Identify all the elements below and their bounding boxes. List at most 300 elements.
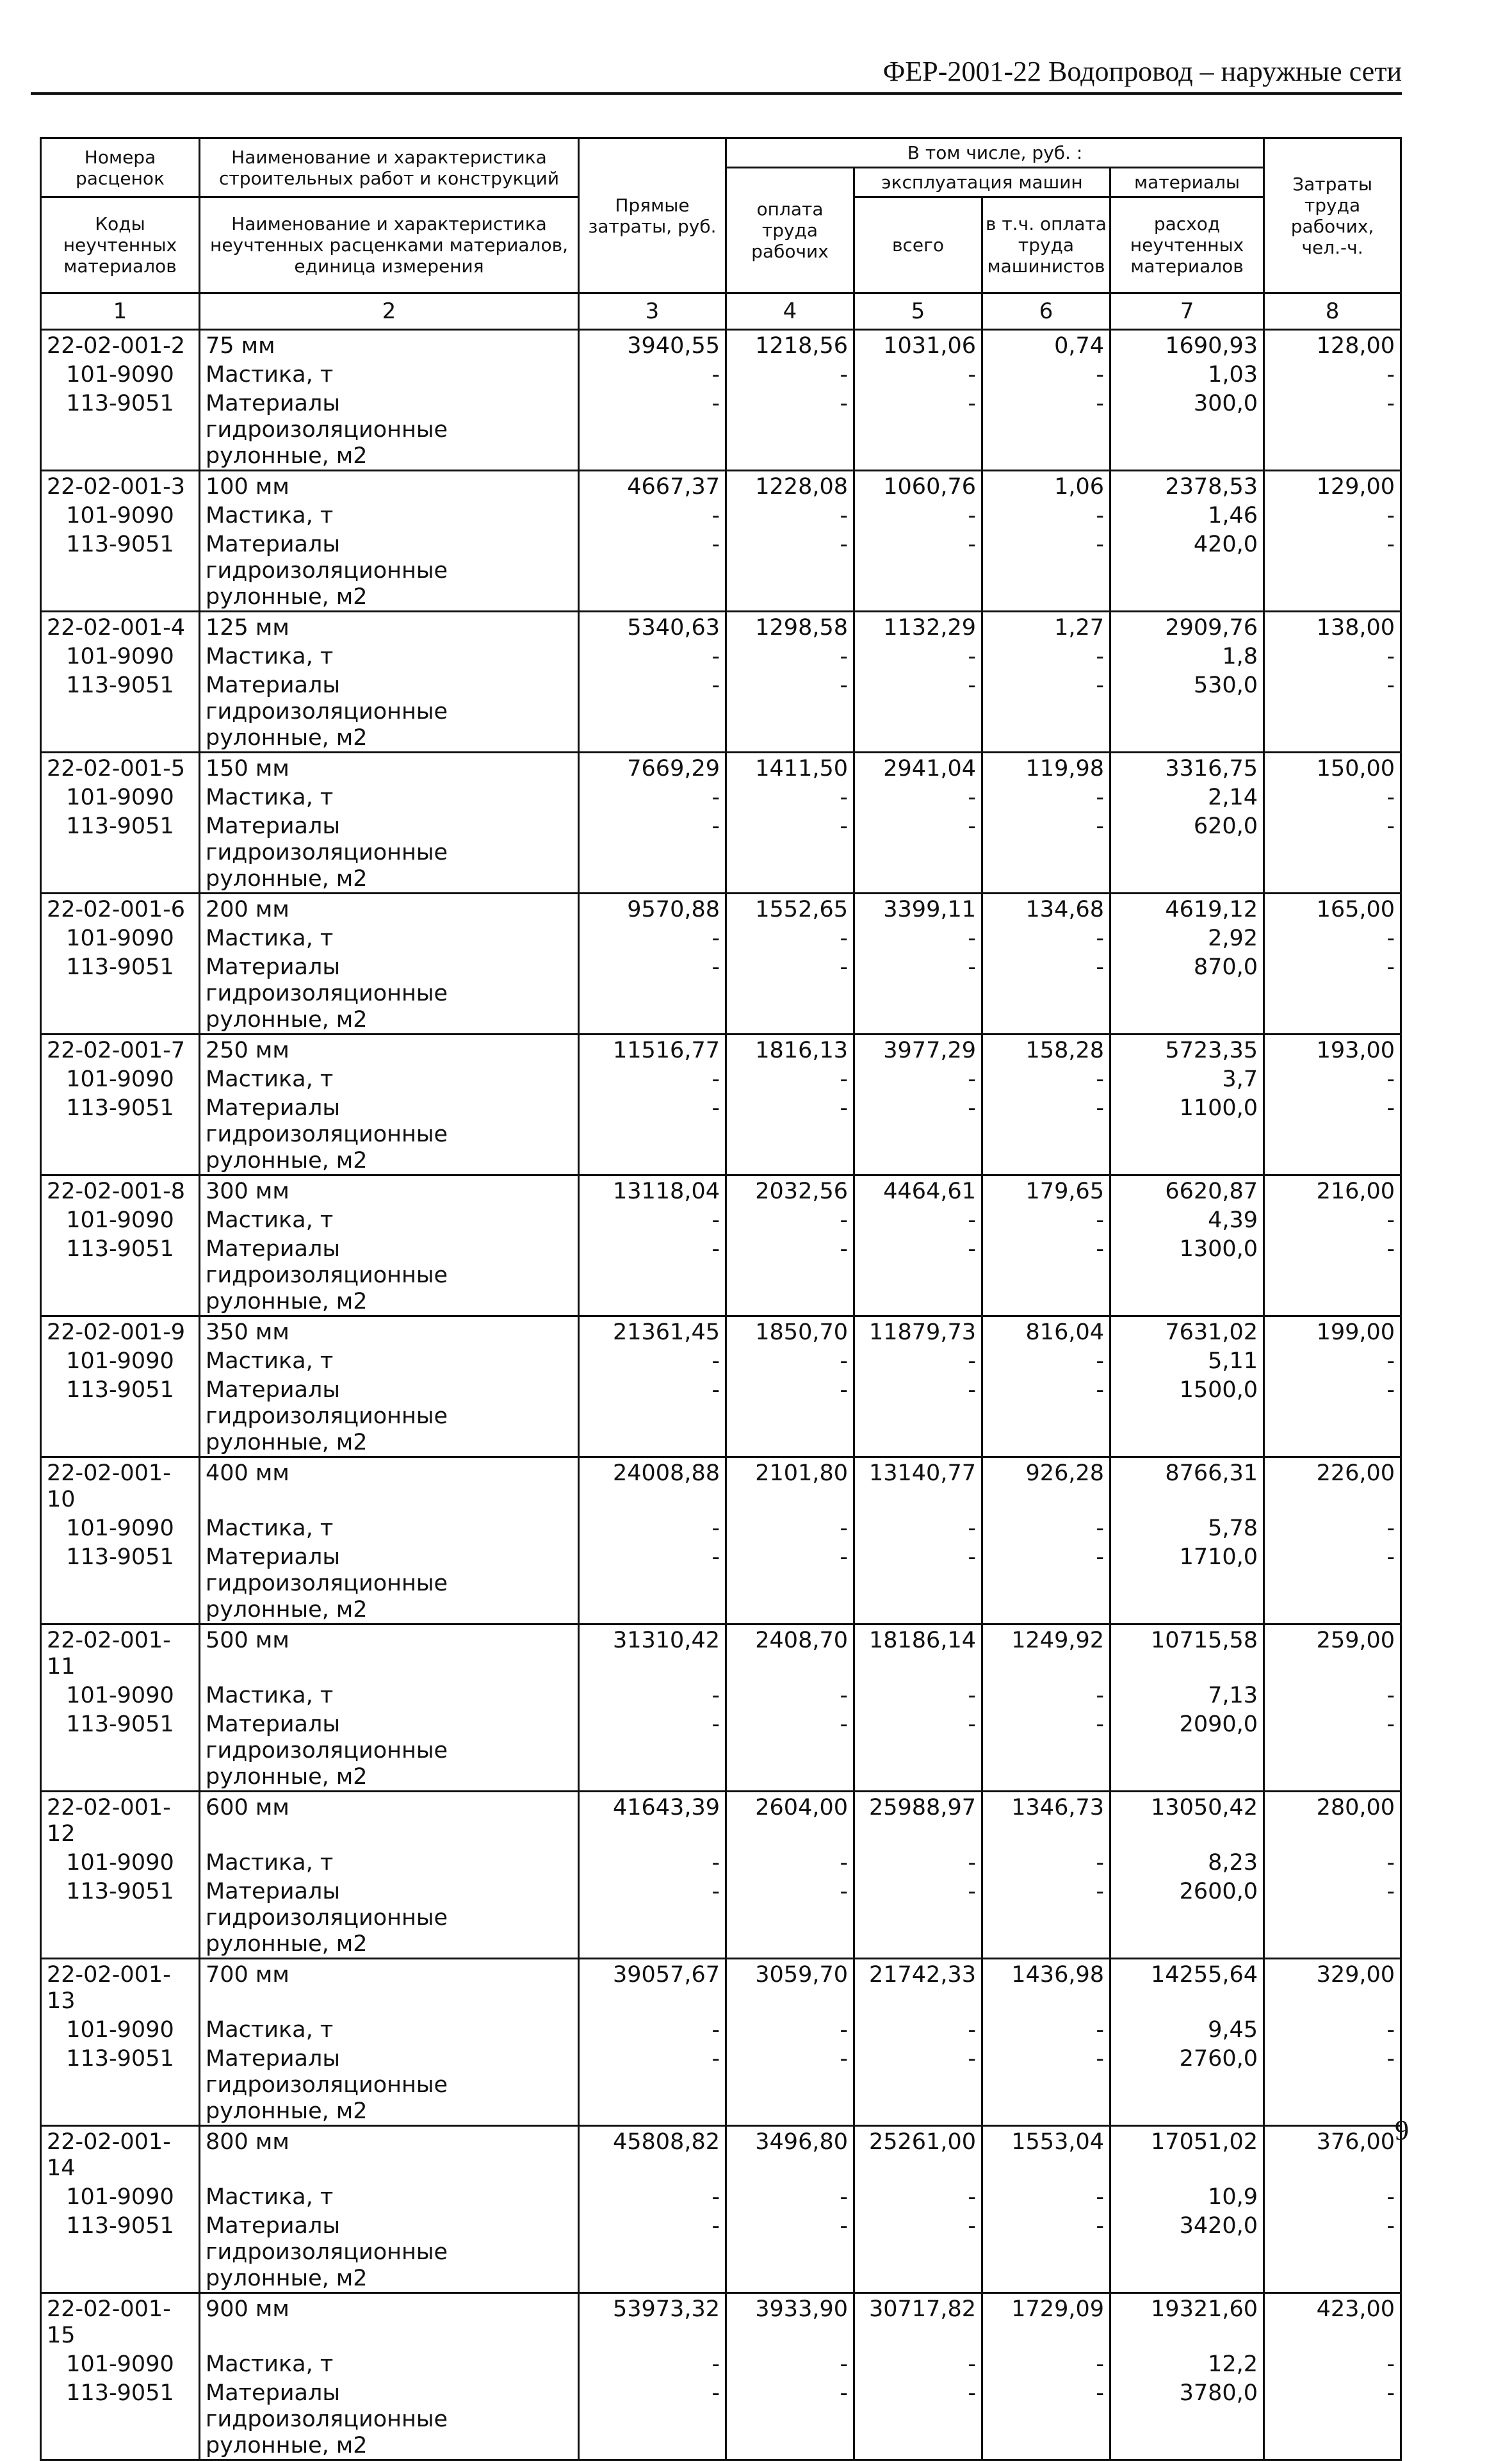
cell-machines: - <box>854 1093 982 1175</box>
cell-hours: - <box>1264 1346 1401 1375</box>
cell-hours: - <box>1264 782 1401 811</box>
column-number: 4 <box>726 293 854 330</box>
cell-labor: - <box>726 1064 854 1093</box>
cell-materials: 1710,0 <box>1110 1542 1264 1624</box>
cell-code: 22-02-001-14 <box>41 2126 200 2182</box>
table-head <box>41 138 1401 330</box>
cell-materials: 7631,02 <box>1110 1316 1264 1346</box>
cell-machines: - <box>854 923 982 952</box>
cell-materials: 530,0 <box>1110 670 1264 753</box>
cell-labor: 1816,13 <box>726 1034 854 1065</box>
cell-code: 113-9051 <box>41 811 200 894</box>
cell-name: Материалы гидроизоляционные рулонные, м2 <box>200 2378 579 2460</box>
cell-name: Материалы гидроизоляционные рулонные, м2 <box>200 388 579 471</box>
cell-labor: - <box>726 1513 854 1542</box>
material-row <box>41 2211 1401 2293</box>
cell-labor: - <box>726 388 854 471</box>
cell-machines: 1060,76 <box>854 471 982 501</box>
cell-machinist: - <box>982 2182 1110 2211</box>
cell-direct: - <box>579 1542 726 1624</box>
cell-machines: - <box>854 1234 982 1316</box>
cell-machines: - <box>854 1064 982 1093</box>
cell-direct: - <box>579 1093 726 1175</box>
cell-code: 22-02-001-2 <box>41 330 200 360</box>
material-row <box>41 500 1401 529</box>
cell-materials: 2,92 <box>1110 923 1264 952</box>
cell-direct: - <box>579 2378 726 2460</box>
cell-hours: - <box>1264 952 1401 1034</box>
cell-materials: 4,39 <box>1110 1205 1264 1234</box>
cell-machines: - <box>854 2378 982 2460</box>
material-row <box>41 1709 1401 1792</box>
rate-row <box>41 1959 1401 2015</box>
cell-code: 101-9090 <box>41 359 200 388</box>
cell-hours: - <box>1264 923 1401 952</box>
cell-machinist: - <box>982 1234 1110 1316</box>
cell-materials: 2909,76 <box>1110 612 1264 642</box>
cell-materials: 3780,0 <box>1110 2378 1264 2460</box>
cell-machines: - <box>854 811 982 894</box>
material-row <box>41 2043 1401 2126</box>
header-labor-pay: оплата труда рабочих <box>726 168 854 293</box>
cell-machines: - <box>854 1375 982 1457</box>
column-number: 7 <box>1110 293 1264 330</box>
cell-machinist: - <box>982 1346 1110 1375</box>
cell-machinist: - <box>982 2378 1110 2460</box>
cell-materials: 6620,87 <box>1110 1175 1264 1206</box>
cell-direct: - <box>579 811 726 894</box>
column-number: 8 <box>1264 293 1401 330</box>
cell-machinist: - <box>982 1709 1110 1792</box>
cell-name: Материалы гидроизоляционные рулонные, м2 <box>200 1375 579 1457</box>
cell-machines: 13140,77 <box>854 1457 982 1514</box>
cell-name: Материалы гидроизоляционные рулонные, м2 <box>200 529 579 612</box>
cell-labor: - <box>726 1542 854 1624</box>
material-row <box>41 388 1401 471</box>
cell-code: 113-9051 <box>41 952 200 1034</box>
cell-machinist: - <box>982 2043 1110 2126</box>
cell-direct: - <box>579 1876 726 1959</box>
cell-name: Материалы гидроизоляционные рулонные, м2 <box>200 1093 579 1175</box>
cell-labor: - <box>726 641 854 670</box>
cell-materials: 4619,12 <box>1110 894 1264 924</box>
cell-machines: - <box>854 1709 982 1792</box>
cell-machines: - <box>854 2182 982 2211</box>
cell-hours: - <box>1264 359 1401 388</box>
material-row <box>41 359 1401 388</box>
cell-direct: - <box>579 2211 726 2293</box>
cell-machines: 25261,00 <box>854 2126 982 2182</box>
cell-direct: - <box>579 2043 726 2126</box>
cell-machines: 3399,11 <box>854 894 982 924</box>
cell-labor: 3059,70 <box>726 1959 854 2015</box>
page-number: 9 <box>1395 2114 1409 2146</box>
cell-direct: 7669,29 <box>579 753 726 783</box>
material-row <box>41 670 1401 753</box>
cell-code: 22-02-001-7 <box>41 1034 200 1065</box>
cell-materials: 10,9 <box>1110 2182 1264 2211</box>
cell-hours: 376,00 <box>1264 2126 1401 2182</box>
cell-machines: - <box>854 359 982 388</box>
cell-labor: - <box>726 952 854 1034</box>
cell-name: 125 мм <box>200 612 579 642</box>
cell-machinist: 119,98 <box>982 753 1110 783</box>
cell-machines: - <box>854 641 982 670</box>
cell-labor: - <box>726 500 854 529</box>
cell-name: Мастика, т <box>200 1205 579 1234</box>
cell-machines: 2941,04 <box>854 753 982 783</box>
cell-code: 101-9090 <box>41 923 200 952</box>
cell-name: Материалы гидроизоляционные рулонные, м2 <box>200 2043 579 2126</box>
cell-materials: 1,46 <box>1110 500 1264 529</box>
cell-machines: - <box>854 1542 982 1624</box>
rate-row <box>41 330 1401 360</box>
cell-materials: 620,0 <box>1110 811 1264 894</box>
cell-machines: 4464,61 <box>854 1175 982 1206</box>
cell-labor: - <box>726 2182 854 2211</box>
cell-machinist: 926,28 <box>982 1457 1110 1514</box>
cell-direct: - <box>579 952 726 1034</box>
rate-row <box>41 612 1401 642</box>
cell-direct: - <box>579 2182 726 2211</box>
rate-row <box>41 1034 1401 1065</box>
cell-machinist: - <box>982 1876 1110 1959</box>
cell-materials: 19321,60 <box>1110 2293 1264 2350</box>
cell-name: 700 мм <box>200 1959 579 2015</box>
cell-direct: - <box>579 359 726 388</box>
cell-materials: 3,7 <box>1110 1064 1264 1093</box>
material-row <box>41 952 1401 1034</box>
cell-machinist: - <box>982 359 1110 388</box>
cell-name: Мастика, т <box>200 359 579 388</box>
cell-direct: 11516,77 <box>579 1034 726 1065</box>
cell-machinist: - <box>982 782 1110 811</box>
cell-materials: 17051,02 <box>1110 2126 1264 2182</box>
cell-machinist: 1,27 <box>982 612 1110 642</box>
cell-machines: 1031,06 <box>854 330 982 360</box>
material-row <box>41 1876 1401 1959</box>
cell-code: 113-9051 <box>41 1542 200 1624</box>
cell-name: 200 мм <box>200 894 579 924</box>
cell-name: Мастика, т <box>200 2015 579 2043</box>
cell-labor: 1228,08 <box>726 471 854 501</box>
cell-hours: - <box>1264 1680 1401 1709</box>
rate-row <box>41 894 1401 924</box>
cell-hours: 165,00 <box>1264 894 1401 924</box>
material-row <box>41 1375 1401 1457</box>
cell-name: Мастика, т <box>200 2349 579 2378</box>
cell-machines: 25988,97 <box>854 1792 982 1848</box>
cell-direct: 24008,88 <box>579 1457 726 1514</box>
cell-labor: - <box>726 923 854 952</box>
cell-labor: - <box>726 1093 854 1175</box>
cell-hours: - <box>1264 1064 1401 1093</box>
cell-direct: - <box>579 923 726 952</box>
cell-machinist: - <box>982 1064 1110 1093</box>
cell-hours: - <box>1264 1093 1401 1175</box>
cell-direct: 9570,88 <box>579 894 726 924</box>
cell-labor: 1850,70 <box>726 1316 854 1346</box>
column-number: 1 <box>41 293 200 330</box>
cell-code: 101-9090 <box>41 1680 200 1709</box>
material-row <box>41 1542 1401 1624</box>
cell-hours: - <box>1264 1709 1401 1792</box>
cell-name: Мастика, т <box>200 782 579 811</box>
material-row <box>41 782 1401 811</box>
cell-labor: - <box>726 2043 854 2126</box>
cell-code: 113-9051 <box>41 2211 200 2293</box>
cell-labor: - <box>726 1234 854 1316</box>
cell-name: 100 мм <box>200 471 579 501</box>
cell-hours: 226,00 <box>1264 1457 1401 1514</box>
cell-direct: 5340,63 <box>579 612 726 642</box>
cell-direct: 41643,39 <box>579 1792 726 1848</box>
cell-labor: - <box>726 670 854 753</box>
cell-hours: - <box>1264 1375 1401 1457</box>
cell-labor: 1298,58 <box>726 612 854 642</box>
column-number: 6 <box>982 293 1110 330</box>
cell-code: 101-9090 <box>41 500 200 529</box>
cell-direct: - <box>579 782 726 811</box>
cell-materials: 1100,0 <box>1110 1093 1264 1175</box>
cell-direct: - <box>579 1680 726 1709</box>
cell-direct: - <box>579 1205 726 1234</box>
cell-direct: - <box>579 2015 726 2043</box>
cell-labor: 2604,00 <box>726 1792 854 1848</box>
material-row <box>41 1205 1401 1234</box>
cell-code: 101-9090 <box>41 641 200 670</box>
cell-materials: 5,78 <box>1110 1513 1264 1542</box>
cell-machinist: - <box>982 1513 1110 1542</box>
cell-code: 101-9090 <box>41 2182 200 2211</box>
cell-code: 113-9051 <box>41 1375 200 1457</box>
cell-code: 113-9051 <box>41 1876 200 1959</box>
material-row <box>41 1093 1401 1175</box>
cell-machines: - <box>854 2015 982 2043</box>
cell-name: Мастика, т <box>200 1513 579 1542</box>
cell-materials: 870,0 <box>1110 952 1264 1034</box>
cell-machinist: 134,68 <box>982 894 1110 924</box>
cell-name: Материалы гидроизоляционные рулонные, м2 <box>200 2211 579 2293</box>
cell-machinist: 158,28 <box>982 1034 1110 1065</box>
cell-code: 113-9051 <box>41 1093 200 1175</box>
cell-machinist: 816,04 <box>982 1316 1110 1346</box>
cell-machines: - <box>854 1205 982 1234</box>
cell-machines: - <box>854 2043 982 2126</box>
cell-direct: - <box>579 1064 726 1093</box>
cell-machines: 30717,82 <box>854 2293 982 2350</box>
cell-materials: 5723,35 <box>1110 1034 1264 1065</box>
header-machine-total: всего <box>854 197 982 293</box>
rate-row <box>41 1316 1401 1346</box>
cell-direct: - <box>579 670 726 753</box>
column-number: 5 <box>854 293 982 330</box>
cell-hours: 329,00 <box>1264 1959 1401 2015</box>
cell-materials: 3420,0 <box>1110 2211 1264 2293</box>
cell-materials: 5,11 <box>1110 1346 1264 1375</box>
cell-direct: - <box>579 1375 726 1457</box>
cell-hours: - <box>1264 529 1401 612</box>
material-row <box>41 1346 1401 1375</box>
cell-machinist: - <box>982 1205 1110 1234</box>
cell-name: 600 мм <box>200 1792 579 1848</box>
cell-materials: 2,14 <box>1110 782 1264 811</box>
cell-hours: - <box>1264 2349 1401 2378</box>
cell-machinist: - <box>982 811 1110 894</box>
column-number-row <box>41 293 1401 330</box>
cell-code: 22-02-001-8 <box>41 1175 200 1206</box>
cell-materials: 14255,64 <box>1110 1959 1264 2015</box>
material-row <box>41 1513 1401 1542</box>
material-row <box>41 1234 1401 1316</box>
cell-code: 113-9051 <box>41 529 200 612</box>
cell-machines: 21742,33 <box>854 1959 982 2015</box>
cell-code: 22-02-001-9 <box>41 1316 200 1346</box>
cell-hours: - <box>1264 1876 1401 1959</box>
cell-name: Материалы гидроизоляционные рулонные, м2 <box>200 952 579 1034</box>
cell-machinist: - <box>982 1847 1110 1876</box>
cell-hours: - <box>1264 2043 1401 2126</box>
cell-name: Мастика, т <box>200 500 579 529</box>
cell-name: Материалы гидроизоляционные рулонные, м2 <box>200 670 579 753</box>
cell-machines: - <box>854 1513 982 1542</box>
cell-direct: - <box>579 1847 726 1876</box>
cell-code: 22-02-001-5 <box>41 753 200 783</box>
cell-labor: - <box>726 359 854 388</box>
cell-machinist: 0,74 <box>982 330 1110 360</box>
cell-direct: 31310,42 <box>579 1624 726 1681</box>
cell-hours: - <box>1264 2378 1401 2460</box>
cell-materials: 8766,31 <box>1110 1457 1264 1514</box>
cell-code: 113-9051 <box>41 1709 200 1792</box>
cell-name: 500 мм <box>200 1624 579 1681</box>
cell-hours: 193,00 <box>1264 1034 1401 1065</box>
header-material-codes: Коды неучтенных материалов <box>41 197 200 293</box>
cell-materials: 12,2 <box>1110 2349 1264 2378</box>
cell-machinist: - <box>982 2349 1110 2378</box>
cell-materials: 9,45 <box>1110 2015 1264 2043</box>
cell-direct: - <box>579 500 726 529</box>
rate-row <box>41 1175 1401 1206</box>
cell-labor: 1218,56 <box>726 330 854 360</box>
material-row <box>41 529 1401 612</box>
cell-labor: - <box>726 782 854 811</box>
cell-machinist: - <box>982 2211 1110 2293</box>
running-title: ФЕР-2001-22 Водопровод – наружные сети <box>882 56 1402 87</box>
material-row <box>41 811 1401 894</box>
cell-materials: 1300,0 <box>1110 1234 1264 1316</box>
cell-machinist: - <box>982 923 1110 952</box>
column-number: 2 <box>200 293 579 330</box>
cell-code: 101-9090 <box>41 1064 200 1093</box>
cell-machinist: 1249,92 <box>982 1624 1110 1681</box>
cell-labor: 2408,70 <box>726 1624 854 1681</box>
cell-direct: - <box>579 641 726 670</box>
cell-name: Мастика, т <box>200 1847 579 1876</box>
cell-code: 22-02-001-13 <box>41 1959 200 2015</box>
cell-direct: - <box>579 388 726 471</box>
header-machine-ops: эксплуатация машин <box>854 168 1110 197</box>
cell-name: Мастика, т <box>200 1346 579 1375</box>
cell-code: 113-9051 <box>41 1234 200 1316</box>
cell-machines: - <box>854 670 982 753</box>
cell-name: Мастика, т <box>200 2182 579 2211</box>
cell-materials: 10715,58 <box>1110 1624 1264 1681</box>
cell-name: Материалы гидроизоляционные рулонные, м2 <box>200 1542 579 1624</box>
cell-hours: - <box>1264 388 1401 471</box>
cell-name: Мастика, т <box>200 1680 579 1709</box>
cell-code: 113-9051 <box>41 388 200 471</box>
cell-machines: - <box>854 1346 982 1375</box>
cell-code: 22-02-001-6 <box>41 894 200 924</box>
cell-labor: - <box>726 529 854 612</box>
cell-materials: 13050,42 <box>1110 1792 1264 1848</box>
material-row <box>41 2182 1401 2211</box>
cell-materials: 7,13 <box>1110 1680 1264 1709</box>
material-row <box>41 1064 1401 1093</box>
cell-machines: 11879,73 <box>854 1316 982 1346</box>
material-row <box>41 1847 1401 1876</box>
cell-code: 113-9051 <box>41 2378 200 2460</box>
cell-materials: 2600,0 <box>1110 1876 1264 1959</box>
header-materials: материалы <box>1110 168 1264 197</box>
cell-materials: 2760,0 <box>1110 2043 1264 2126</box>
header-rule <box>31 92 1402 95</box>
cell-machines: - <box>854 500 982 529</box>
cell-labor: - <box>726 1346 854 1375</box>
cell-name: Мастика, т <box>200 923 579 952</box>
cell-machinist: 1436,98 <box>982 1959 1110 2015</box>
cell-materials: 2090,0 <box>1110 1709 1264 1792</box>
cell-machinist: - <box>982 1680 1110 1709</box>
material-row <box>41 2349 1401 2378</box>
cell-machines: - <box>854 1680 982 1709</box>
cell-machinist: 1553,04 <box>982 2126 1110 2182</box>
cell-labor: 2101,80 <box>726 1457 854 1514</box>
header-including: В том числе, руб. : <box>726 138 1264 168</box>
cell-hours: 216,00 <box>1264 1175 1401 1206</box>
cell-labor: - <box>726 1847 854 1876</box>
cell-machinist: - <box>982 1375 1110 1457</box>
cell-labor: 3933,90 <box>726 2293 854 2350</box>
cell-name: Мастика, т <box>200 641 579 670</box>
cell-code: 22-02-001-4 <box>41 612 200 642</box>
cell-code: 22-02-001-12 <box>41 1792 200 1848</box>
header-machinist-pay: в т.ч. оплата труда машинистов <box>982 197 1110 293</box>
rate-row <box>41 2293 1401 2350</box>
material-row <box>41 641 1401 670</box>
header-labor-costs: Затраты труда рабочих, чел.-ч. <box>1264 138 1401 293</box>
cell-hours: - <box>1264 1205 1401 1234</box>
cell-code: 101-9090 <box>41 1346 200 1375</box>
cell-machines: 18186,14 <box>854 1624 982 1681</box>
cell-machines: - <box>854 782 982 811</box>
material-row <box>41 923 1401 952</box>
cell-labor: - <box>726 1876 854 1959</box>
cell-direct: 13118,04 <box>579 1175 726 1206</box>
cell-machines: - <box>854 952 982 1034</box>
cell-direct: - <box>579 2349 726 2378</box>
cell-machinist: 1,06 <box>982 471 1110 501</box>
cell-machinist: - <box>982 500 1110 529</box>
cell-labor: 3496,80 <box>726 2126 854 2182</box>
cell-hours: 138,00 <box>1264 612 1401 642</box>
cell-name: Материалы гидроизоляционные рулонные, м2 <box>200 811 579 894</box>
cell-direct: - <box>579 1234 726 1316</box>
cell-direct: - <box>579 1709 726 1792</box>
cell-direct: - <box>579 529 726 612</box>
material-row <box>41 2015 1401 2043</box>
